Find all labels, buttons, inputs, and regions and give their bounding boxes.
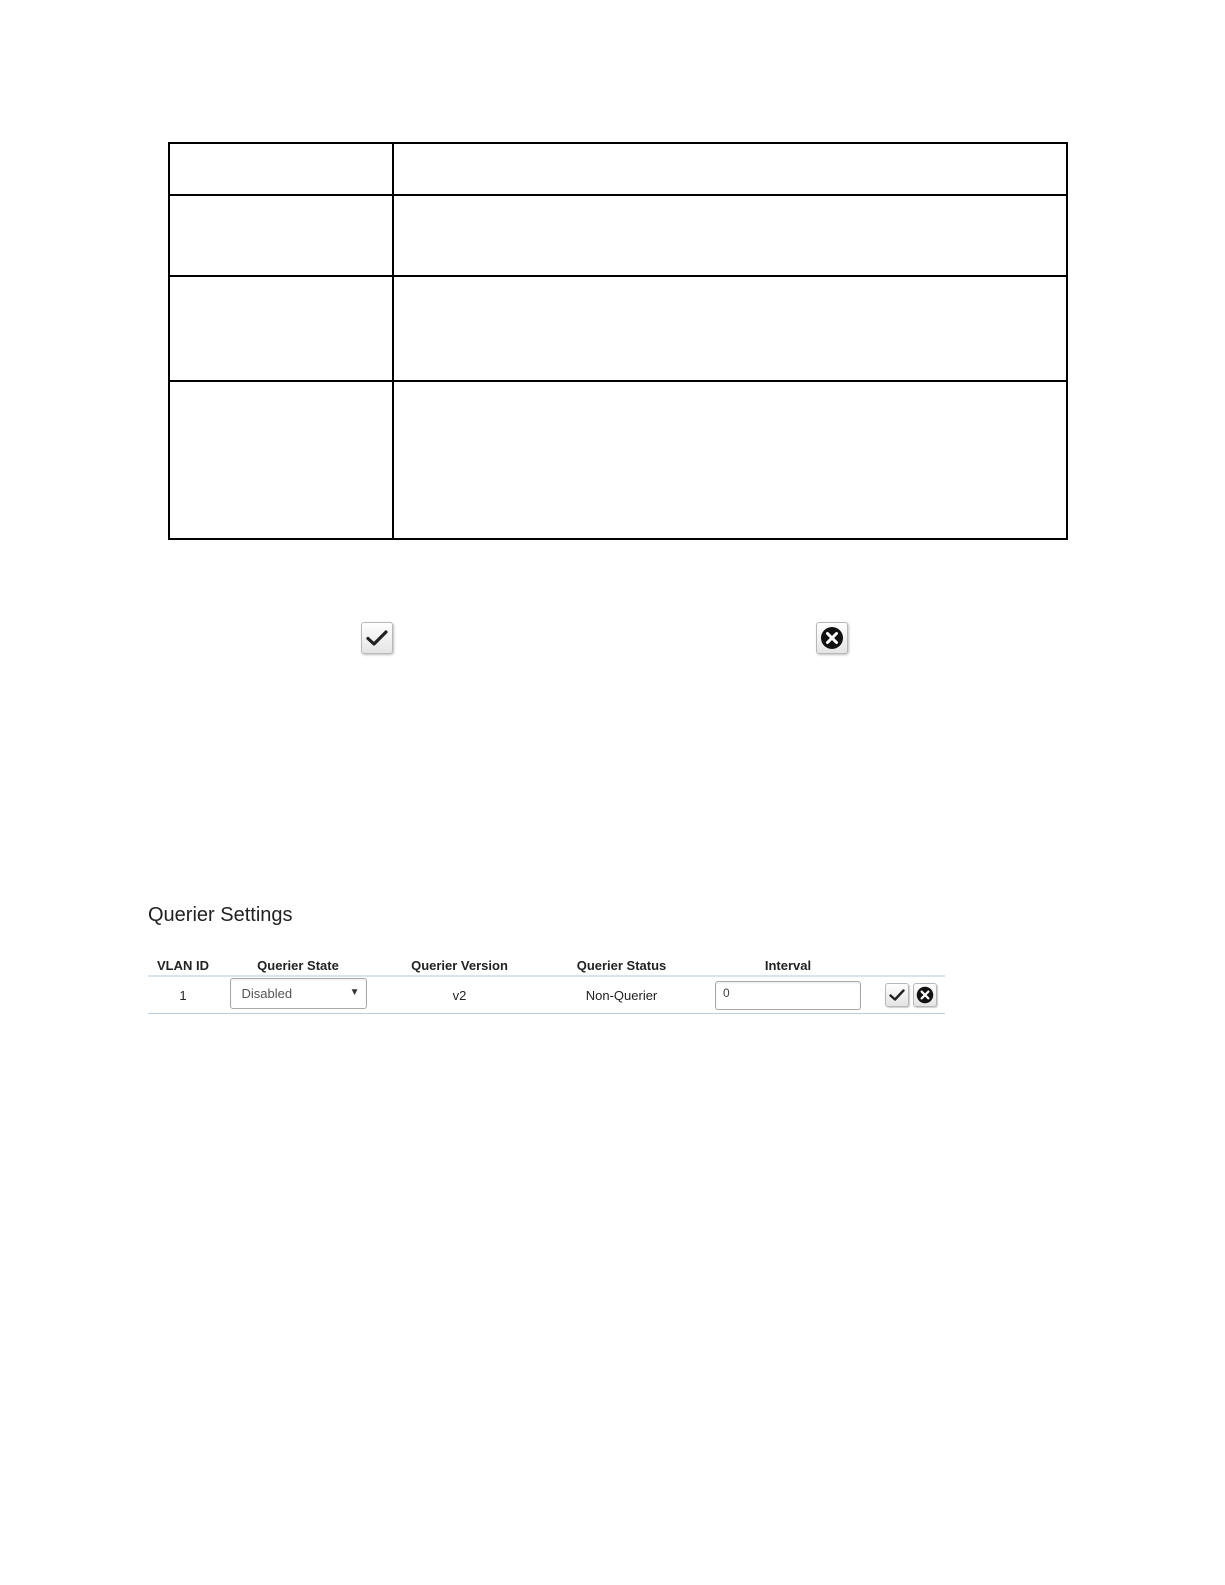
table-header-row <box>148 955 945 976</box>
column-header-querier-state: Querier State <box>218 955 378 976</box>
interval-input[interactable] <box>715 981 861 1010</box>
column-header-interval: Interval <box>702 955 874 976</box>
description-table-cell <box>169 143 393 195</box>
description-table-cell <box>393 381 1067 539</box>
querier-state-select[interactable] <box>230 978 367 1009</box>
description-table-cell <box>169 381 393 539</box>
querier-settings-table <box>148 955 945 1014</box>
cancel-button[interactable] <box>913 983 937 1007</box>
description-table-row <box>169 381 1067 539</box>
description-table-row <box>169 195 1067 276</box>
description-table-cell <box>393 143 1067 195</box>
section-title-querier-settings: Querier Settings <box>148 904 293 926</box>
cancel-circle-x-icon <box>916 986 934 1004</box>
querier-status-cell: Non-Querier <box>541 976 702 1014</box>
table-row <box>148 976 945 1014</box>
vlan-id-cell: 1 <box>148 976 218 1014</box>
interval-cell <box>702 976 874 1014</box>
description-table-header-row <box>169 143 1067 195</box>
querier-state-cell <box>218 976 378 1014</box>
check-icon <box>889 988 905 1002</box>
column-header-querier-version: Querier Version <box>378 955 541 976</box>
description-table-cell <box>393 276 1067 381</box>
cancel-circle-x-icon <box>816 622 848 654</box>
querier-version-cell: v2 <box>378 976 541 1014</box>
description-table <box>168 142 1068 540</box>
column-header-querier-status: Querier Status <box>541 955 702 976</box>
check-icon <box>361 622 393 654</box>
description-table-row <box>169 276 1067 381</box>
description-table-cell <box>169 195 393 276</box>
column-header-vlan-id: VLAN ID <box>148 955 218 976</box>
chevron-down-icon: ▼ <box>349 987 360 998</box>
description-table-cell <box>169 276 393 381</box>
apply-button[interactable] <box>885 983 909 1007</box>
querier-state-value: Disabled <box>241 986 293 1001</box>
description-table-cell <box>393 195 1067 276</box>
column-header-actions <box>874 955 945 976</box>
actions-cell <box>874 976 945 1014</box>
